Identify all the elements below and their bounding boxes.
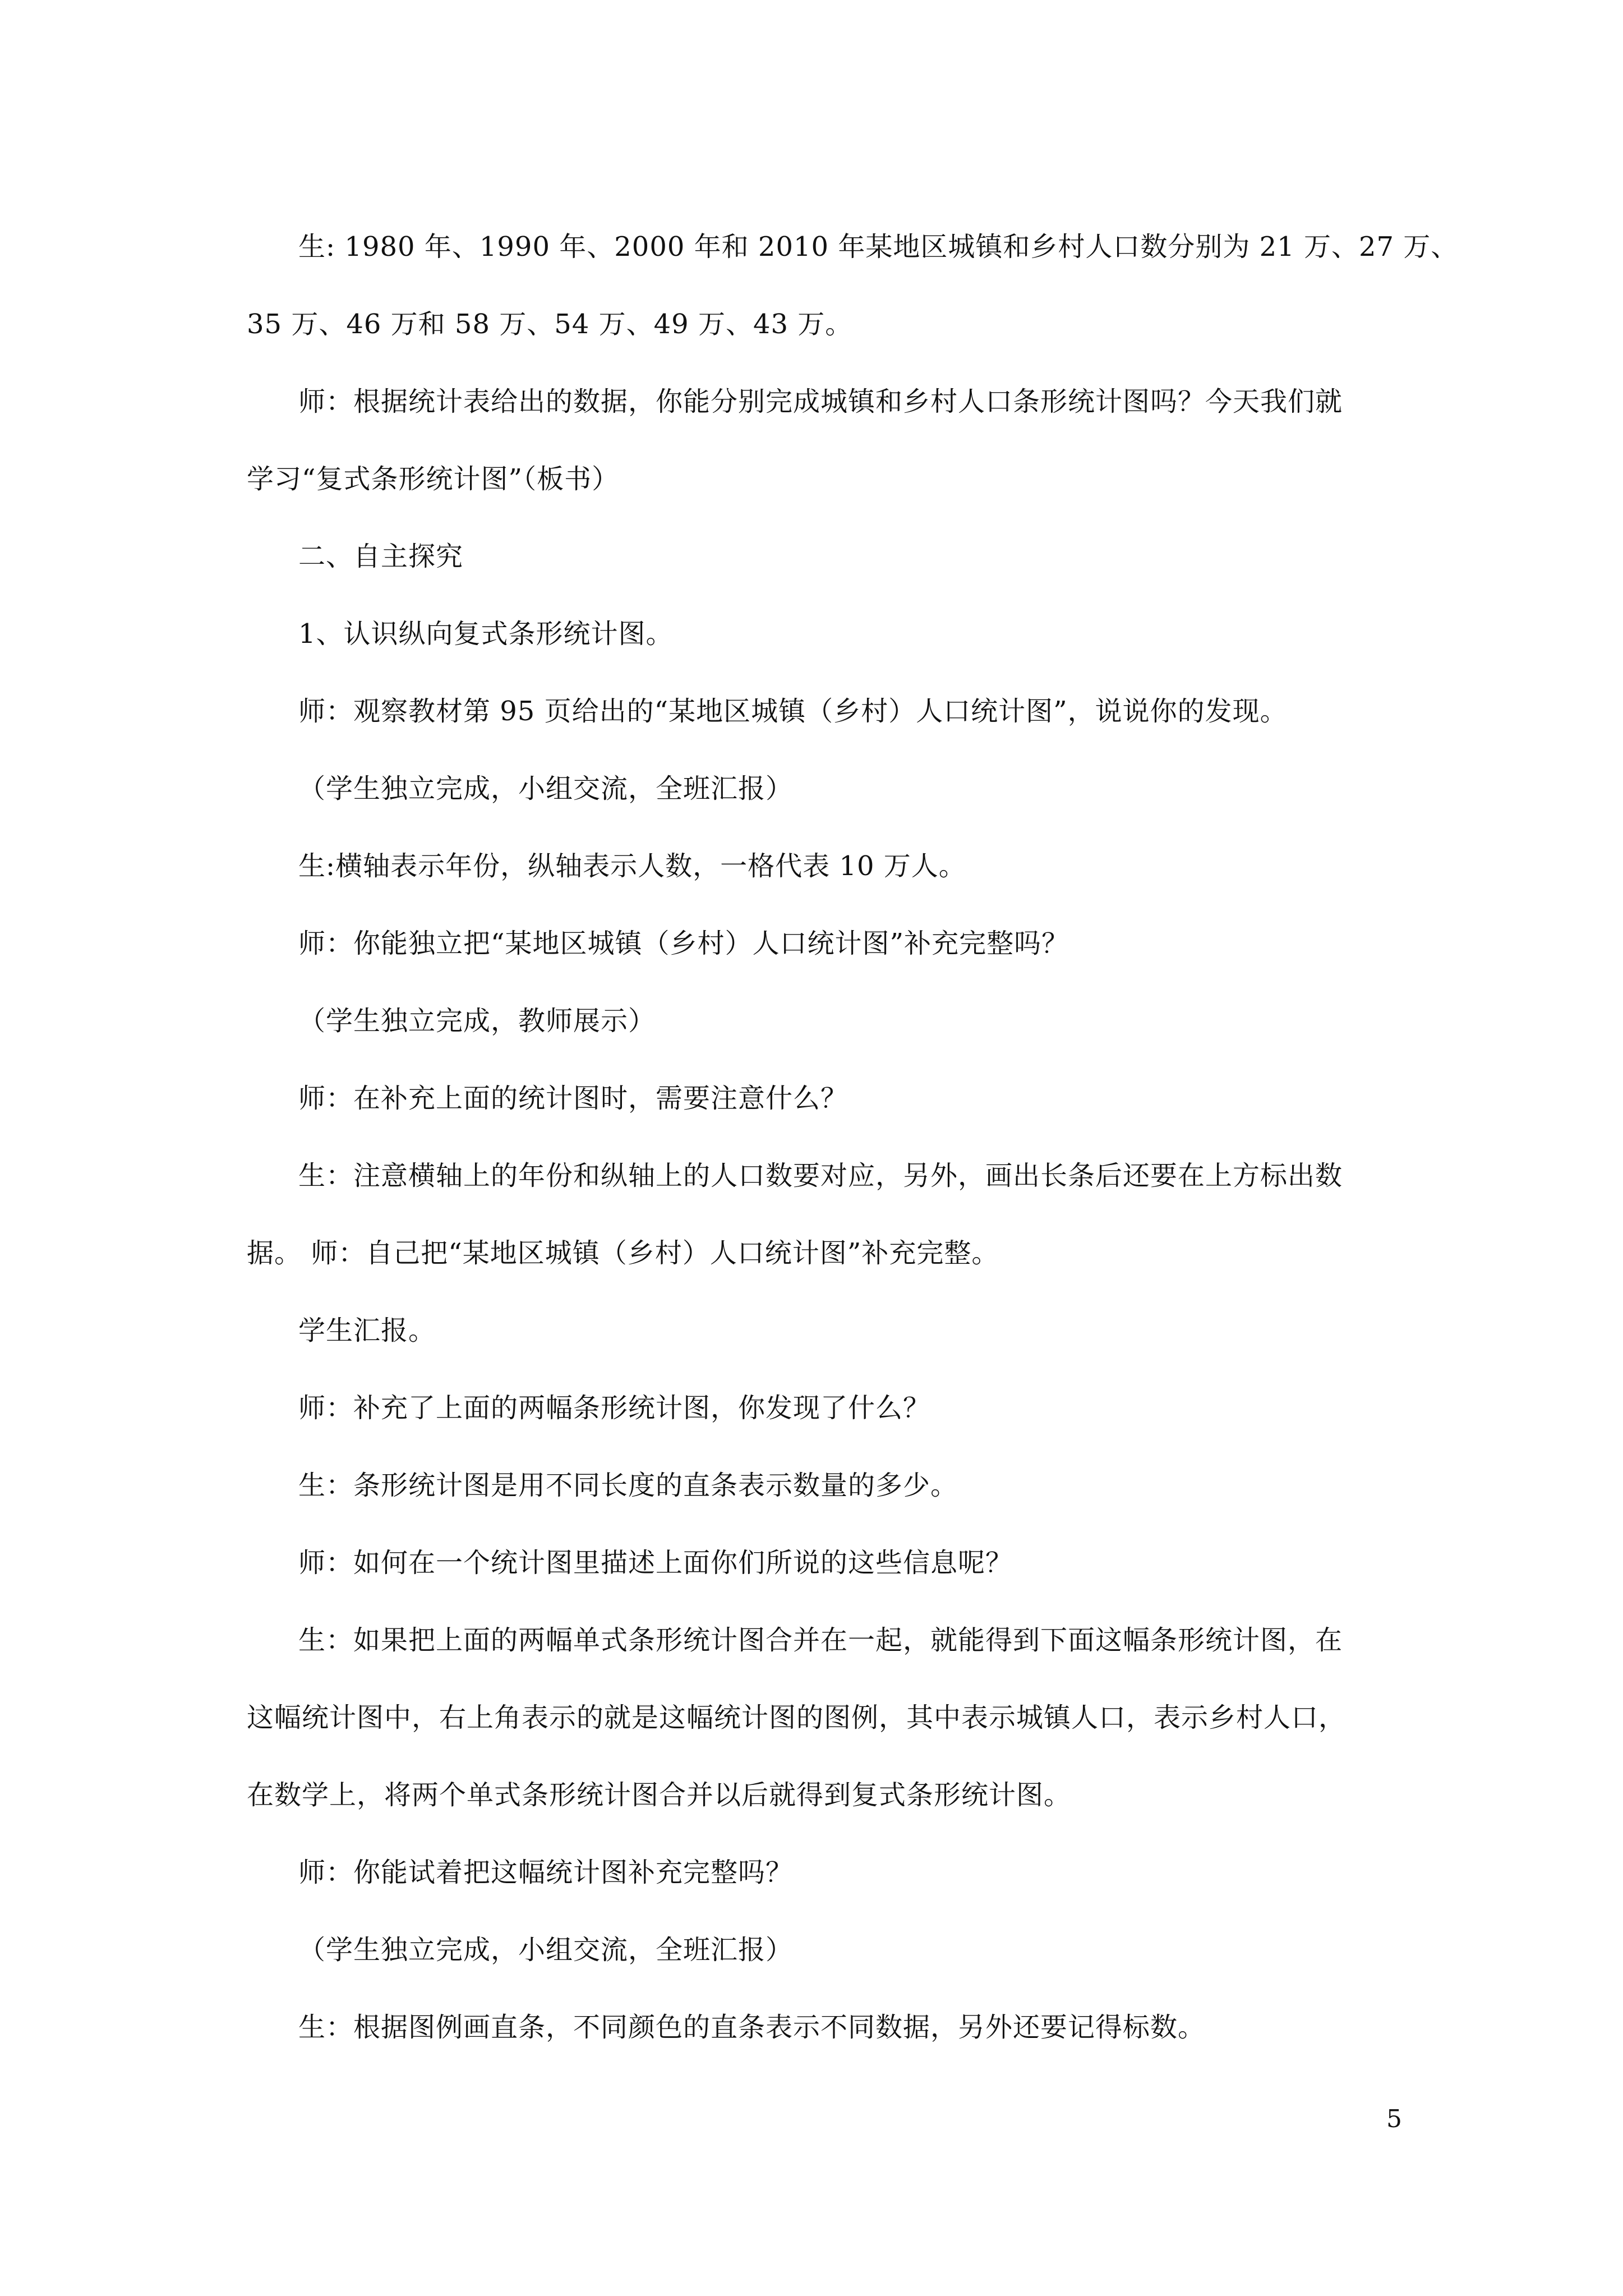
paragraph-line: 生：根据图例画直条，不同颜色的直条表示不同数据，另外还要记得标数。 bbox=[298, 2012, 1206, 2043]
paragraph-line: 师：观察教材第 95 页给出的“某地区城镇（乡村）人口统计图”，说说你的发现。 bbox=[298, 696, 1288, 727]
paragraph-line: 师：如何在一个统计图里描述上面你们所说的这些信息呢？ bbox=[298, 1547, 1013, 1579]
paragraph-line: 师：根据统计表给出的数据，你能分别完成城镇和乡村人口条形统计图吗？今天我们就 bbox=[298, 386, 1343, 417]
paragraph-line: 生：注意横轴上的年份和纵轴上的人口数要对应，另外，画出长条后还要在上方标出数 bbox=[298, 1160, 1343, 1191]
paragraph-line: （学生独立完成，小组交流，全班汇报） bbox=[298, 773, 794, 804]
paragraph-line: 师：补充了上面的两幅条形统计图，你发现了什么？ bbox=[298, 1392, 931, 1424]
paragraph-line: 生：如果把上面的两幅单式条形统计图合并在一起，就能得到下面这幅条形统计图，在 bbox=[298, 1625, 1343, 1656]
paragraph-line: 这幅统计图中，右上角表示的就是这幅统计图的图例，其中表示城镇人口，表示乡村人口， bbox=[247, 1702, 1347, 1733]
paragraph-line: 学习“复式条形统计图”（板书） bbox=[247, 463, 620, 495]
paragraph-line: 师：你能试着把这幅统计图补充完整吗？ bbox=[298, 1857, 794, 1888]
page-number: 5 bbox=[1386, 2105, 1402, 2133]
paragraph-line: （学生独立完成，小组交流，全班汇报） bbox=[298, 1934, 794, 1966]
subsection-heading: 1、认识纵向复式条形统计图。 bbox=[298, 618, 674, 650]
paragraph-line: 35 万、46 万和 58 万、54 万、49 万、43 万。 bbox=[247, 309, 853, 340]
paragraph-line: 生：条形统计图是用不同长度的直条表示数量的多少。 bbox=[298, 1470, 958, 1501]
paragraph-line: （学生独立完成，教师展示） bbox=[298, 1005, 656, 1037]
paragraph-line: 师：你能独立把“某地区城镇（乡村）人口统计图”补充完整吗？ bbox=[298, 928, 1069, 959]
paragraph-line: 在数学上，将两个单式条形统计图合并以后就得到复式条形统计图。 bbox=[247, 1779, 1072, 1811]
paragraph-line: 据。 师：自己把“某地区城镇（乡村）人口统计图”补充完整。 bbox=[247, 1237, 999, 1269]
paragraph-line: 生: 1980 年、1990 年、2000 年和 2010 年某地区城镇和乡村人口数分别为 21 万、27 万、 bbox=[298, 231, 1459, 263]
paragraph-line: 生:横轴表示年份，纵轴表示人数，一格代表 10 万人。 bbox=[298, 850, 966, 882]
section-heading: 二、自主探究 bbox=[298, 541, 464, 572]
paragraph-line: 学生汇报。 bbox=[298, 1315, 436, 1346]
paragraph-line: 师：在补充上面的统计图时，需要注意什么？ bbox=[298, 1083, 849, 1114]
